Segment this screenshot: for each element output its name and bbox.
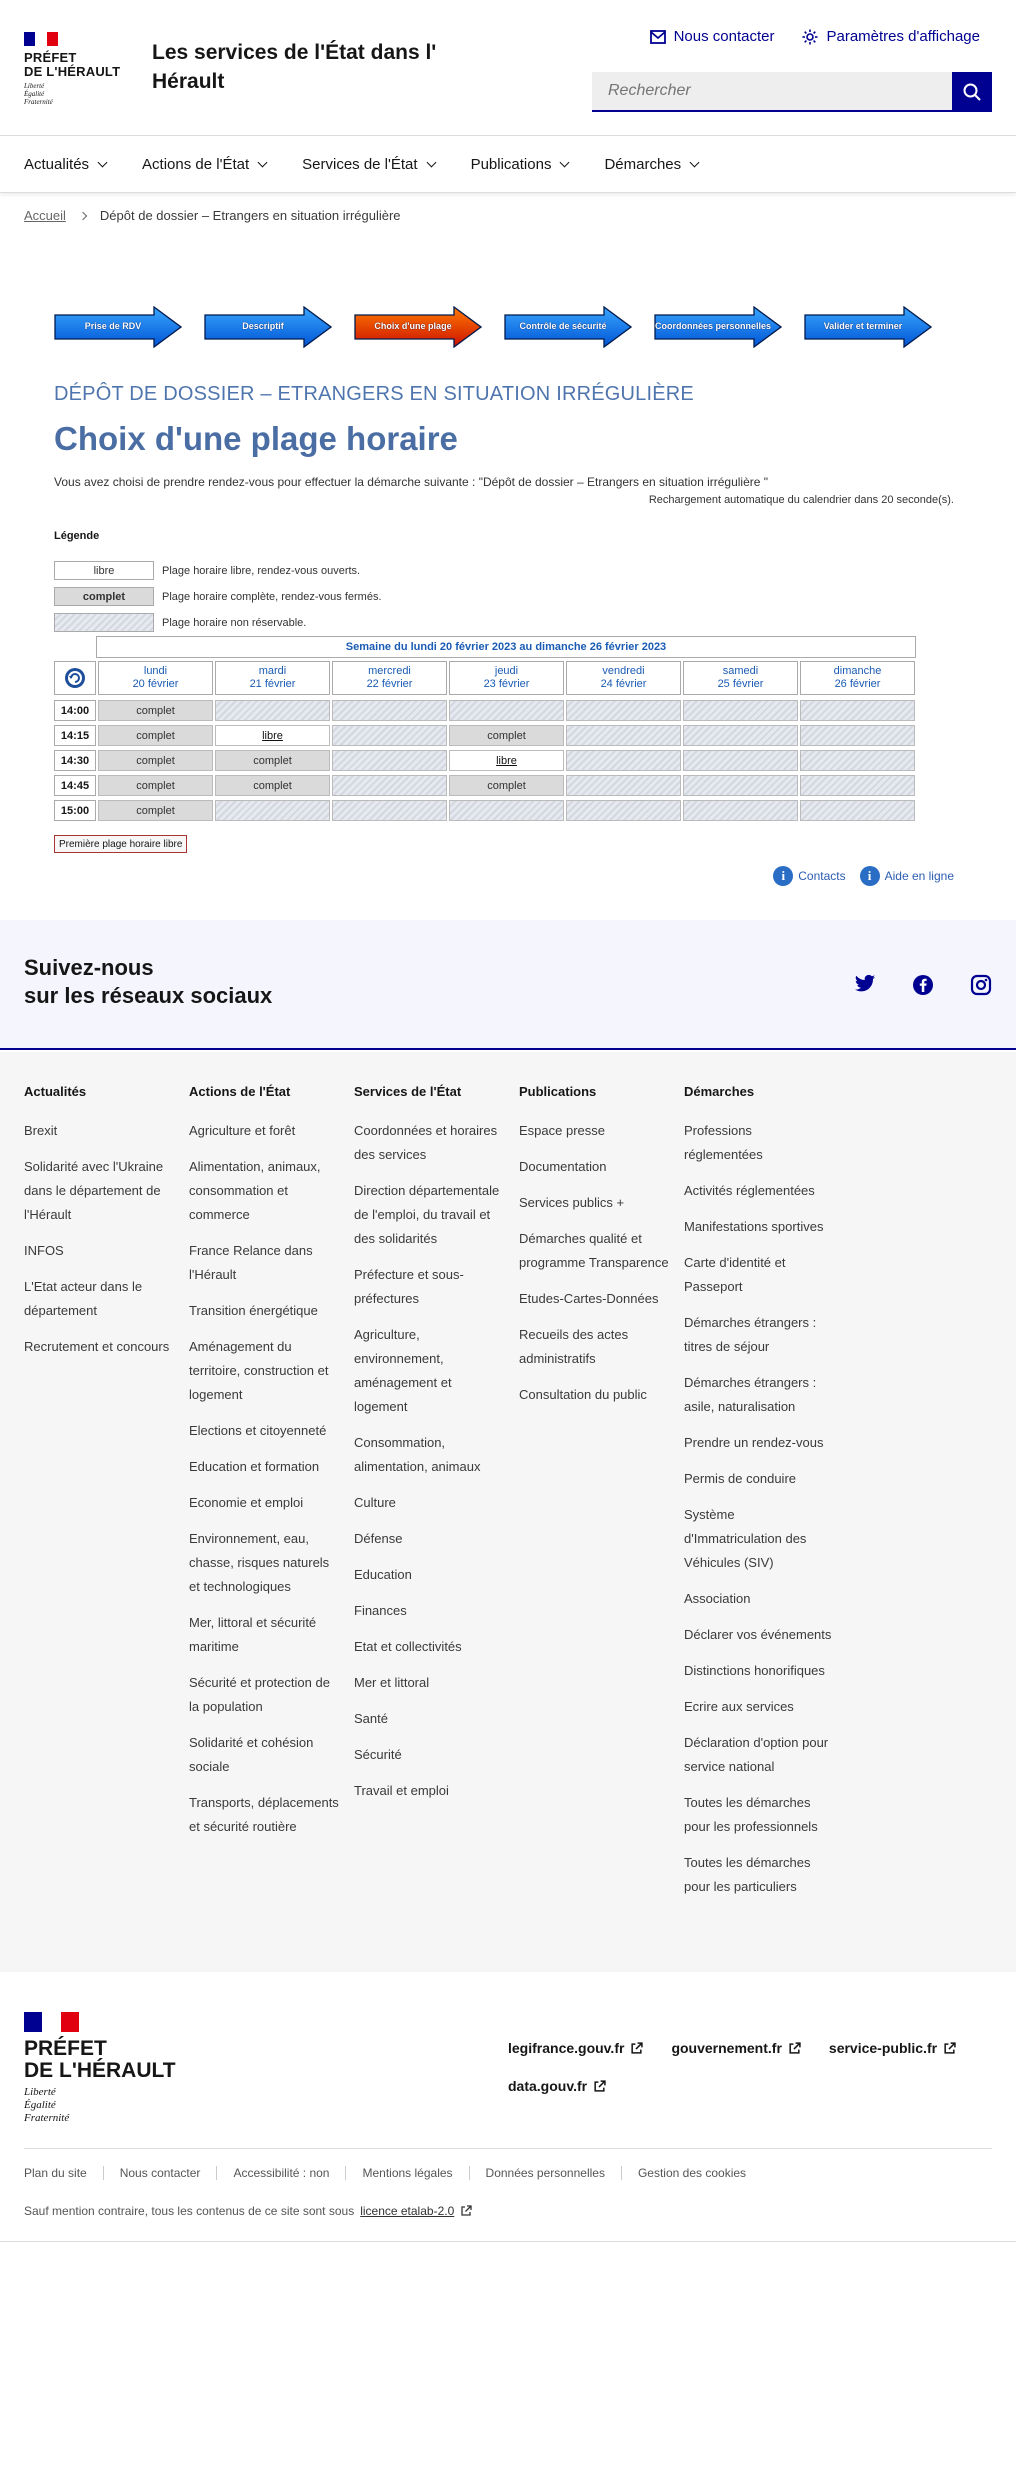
footer-link[interactable]: Déclarer vos événements: [684, 1627, 832, 1642]
legal-links: [24, 2166, 762, 2180]
chevron-right-icon: [79, 211, 87, 219]
footer-link[interactable]: Education et formation: [189, 1459, 320, 1474]
slot-cell-complet: complet: [449, 775, 564, 796]
week-header: Semaine du lundi 20 février 2023 au dimanche 26 février 2023: [96, 636, 916, 658]
slot-cell-unavailable: [800, 800, 915, 821]
site-header: [0, 0, 1016, 136]
slot-row-1445: [54, 775, 915, 796]
nav-actions-etat[interactable]: [142, 137, 266, 192]
slot-cell-complet: complet: [98, 750, 213, 771]
help-label: Aide en ligne: [884, 869, 954, 883]
slot-cell-unavailable: [683, 800, 798, 821]
nav-actualites[interactable]: [24, 137, 106, 192]
licence-text: Sauf mention contraire, tous les contenus de ce site sont sous: [24, 2204, 355, 2218]
legend-unavailable: [54, 613, 306, 632]
external-link-label: service-public.fr: [828, 2040, 938, 2056]
search-icon: [962, 82, 982, 102]
day-name: lundi: [143, 665, 168, 677]
footer-link[interactable]: Transition énergétique: [189, 1303, 318, 1318]
step-1[interactable]: [54, 306, 182, 346]
footer-link[interactable]: Carte d'identité et Passeport: [684, 1255, 786, 1294]
legal-link[interactable]: Données personnelles: [469, 2166, 621, 2180]
step-label: Descriptif: [242, 321, 284, 331]
footer-col-2: [189, 1084, 339, 1851]
contacts-label: Contacts: [798, 869, 846, 883]
footer-link[interactable]: Economie et emploi: [189, 1495, 304, 1510]
slot-cell-libre[interactable]: libre: [215, 725, 330, 746]
slot-cell-unavailable: [800, 725, 915, 746]
slot-time: 14:00: [54, 700, 96, 721]
slot-cell-unavailable: [332, 750, 447, 771]
day-header-dimanche: [800, 661, 915, 695]
legend-box-libre: libre: [54, 561, 154, 580]
search-bar: [592, 72, 992, 112]
social-title-line2: sur les réseaux sociaux: [24, 983, 273, 1008]
progress-steps: [54, 306, 934, 350]
day-header-vendredi: [566, 661, 681, 695]
search-button[interactable]: [952, 72, 992, 112]
external-link[interactable]: [508, 2040, 643, 2056]
legend-box-unavailable: [54, 613, 154, 632]
legend-box-complet: complet: [54, 587, 154, 606]
footer-link[interactable]: Distinctions honorifiques: [684, 1663, 825, 1678]
footer-link[interactable]: Coordonnées et horaires des services: [354, 1123, 498, 1162]
slot-cell-unavailable: [683, 750, 798, 771]
day-name: mardi: [258, 665, 287, 677]
search-input[interactable]: [592, 72, 952, 112]
footer-col-title: Publications: [519, 1084, 597, 1099]
footer-link[interactable]: Brexit: [24, 1123, 58, 1138]
footer-link[interactable]: Travail et emploi: [354, 1783, 449, 1798]
slot-time: 14:15: [54, 725, 96, 746]
footer-link[interactable]: Recueils des actes administratifs: [519, 1327, 629, 1366]
footer-link[interactable]: Professions réglementées: [684, 1123, 763, 1162]
facebook-icon[interactable]: [912, 974, 934, 996]
day-date: 23 février: [483, 678, 530, 690]
footer-link[interactable]: Espace presse: [519, 1123, 605, 1138]
footer-link[interactable]: Solidarité avec l'Ukraine dans le département de l'Hérault: [24, 1159, 164, 1222]
legal-link[interactable]: Nous contacter: [103, 2166, 217, 2180]
footer-link[interactable]: Recrutement et concours: [24, 1339, 170, 1354]
footer-link[interactable]: Consommation, alimentation, animaux: [354, 1435, 481, 1474]
footer-link[interactable]: Aménagement du territoire, construction et logement: [189, 1339, 329, 1402]
slot-cell-unavailable: [215, 700, 330, 721]
logo-line2: DE L'HÉRAULT: [24, 64, 121, 79]
bottom-footer: [0, 1972, 1016, 2242]
chevron-down-icon: [426, 158, 436, 168]
footer-link[interactable]: Démarches étrangers : asile, naturalisation: [684, 1375, 817, 1414]
slot-row-1430: [54, 750, 915, 771]
legend-complet: [54, 587, 382, 606]
slot-cell-unavailable: [683, 725, 798, 746]
slot-cell-unavailable: [332, 700, 447, 721]
nav-services-etat[interactable]: [302, 137, 434, 192]
site-title[interactable]: Les services de l'État dans l' Hérault: [152, 41, 437, 93]
licence-link[interactable]: licence etalab-2.0: [360, 2204, 455, 2218]
step-label: Coordonnées personnelles: [654, 321, 772, 331]
day-name: samedi: [722, 665, 759, 677]
logo-line1: PRÉFET: [24, 50, 77, 65]
page-title: Choix d'une plage horaire: [54, 420, 458, 457]
chevron-down-icon: [690, 158, 700, 168]
external-links: [508, 2040, 998, 2094]
motto-liberte: Liberté: [24, 82, 45, 90]
refresh-icon: [64, 667, 86, 689]
day-name: dimanche: [833, 665, 882, 677]
instagram-icon[interactable]: [970, 974, 992, 996]
slot-cell-unavailable: [215, 800, 330, 821]
footer-link[interactable]: Sécurité: [354, 1747, 402, 1762]
footer-link[interactable]: Déclaration d'option pour service national: [684, 1735, 829, 1774]
footer-link[interactable]: Agriculture, environnement, aménagement et logement: [354, 1327, 452, 1414]
mail-icon: [650, 30, 666, 44]
day-name: vendredi: [602, 665, 645, 677]
contact-link[interactable]: [650, 28, 775, 45]
slot-cell-unavailable: [566, 800, 681, 821]
legend-title: Légende: [54, 530, 100, 542]
legal-link[interactable]: Gestion des cookies: [621, 2166, 762, 2180]
footer-logo-line1: PRÉFET: [24, 2037, 107, 2060]
footer-col-5: [684, 1084, 834, 1911]
twitter-icon[interactable]: [854, 974, 876, 994]
footer-link[interactable]: Transports, déplacements et sécurité routière: [189, 1795, 339, 1834]
day-header-mardi: [215, 661, 330, 695]
footer-logo-line2: DE L'HÉRAULT: [24, 2059, 176, 2082]
day-name: jeudi: [494, 665, 519, 677]
slot-cell-unavailable: [566, 750, 681, 771]
footer-link[interactable]: France Relance dans l'Hérault: [189, 1243, 313, 1282]
step-2[interactable]: [204, 306, 332, 346]
day-date: 24 février: [600, 678, 647, 690]
nav-label: Services de l'État: [302, 156, 418, 173]
footer-col-3: [354, 1084, 504, 1815]
day-header-lundi: [98, 661, 213, 695]
step-4[interactable]: [504, 306, 632, 346]
legend-desc: Plage horaire libre, rendez-vous ouverts.: [162, 564, 361, 577]
chevron-down-icon: [98, 158, 108, 168]
slot-cell-complet: complet: [98, 700, 213, 721]
footer-link[interactable]: Mer et littoral: [354, 1675, 430, 1690]
legend-desc: Plage horaire complète, rendez-vous fermés.: [162, 590, 382, 603]
step-label: Valider et terminer: [823, 321, 903, 331]
slot-cell-libre[interactable]: libre: [449, 750, 564, 771]
step-label: Prise de RDV: [84, 321, 142, 331]
footer-link[interactable]: Elections et citoyenneté: [189, 1423, 327, 1438]
display-label: Paramètres d'affichage: [826, 28, 980, 45]
social-title-line1: Suivez-nous: [24, 955, 154, 980]
footer-link[interactable]: Etat et collectivités: [354, 1639, 462, 1654]
day-date: 21 février: [249, 678, 296, 690]
footer-link[interactable]: Manifestations sportives: [684, 1219, 824, 1234]
flag-icon: [24, 32, 58, 46]
footer-link[interactable]: Démarches qualité et programme Transparence: [519, 1231, 669, 1270]
footer-col-title: Démarches: [684, 1084, 755, 1099]
day-header-jeudi: [449, 661, 564, 695]
footer-col-4: [519, 1084, 669, 1419]
social-section: [0, 920, 1016, 1050]
slot-cell-complet: complet: [449, 725, 564, 746]
online-help-link[interactable]: [860, 866, 954, 886]
external-link[interactable]: [829, 2040, 956, 2056]
step-6[interactable]: [804, 306, 932, 346]
slot-cell-complet: complet: [215, 750, 330, 771]
footer-col-title: Services de l'État: [354, 1084, 462, 1099]
slot-time: 15:00: [54, 800, 96, 821]
footer-link[interactable]: Culture: [354, 1495, 396, 1510]
info-icon: i: [860, 866, 880, 886]
day-date: 22 février: [366, 678, 413, 690]
breadcrumb: [24, 208, 401, 223]
slot-cell-complet: complet: [98, 800, 213, 821]
motto-egalite: Égalité: [24, 2099, 56, 2111]
nav-label: Démarches: [604, 156, 682, 173]
info-icon: i: [773, 866, 793, 886]
slot-cell-unavailable: [566, 775, 681, 796]
external-link-icon: [788, 2042, 801, 2055]
footer-link[interactable]: Etudes-Cartes-Données: [519, 1291, 659, 1306]
slot-cell-unavailable: [332, 725, 447, 746]
contacts-link[interactable]: [773, 866, 845, 886]
footer-link[interactable]: Défense: [354, 1531, 403, 1546]
nav-label: Publications: [470, 156, 552, 173]
footer-link[interactable]: Solidarité et cohésion sociale: [189, 1735, 314, 1774]
external-link-icon: [593, 2080, 606, 2093]
footer-link[interactable]: Association: [684, 1591, 751, 1606]
footer-link[interactable]: Consultation du public: [519, 1387, 647, 1402]
external-link[interactable]: [671, 2040, 800, 2056]
slot-cell-unavailable: [683, 775, 798, 796]
day-date: 25 février: [717, 678, 764, 690]
contact-label: Nous contacter: [673, 28, 775, 45]
day-header-mercredi: [332, 661, 447, 695]
intro-text: Vous avez choisi de prendre rendez-vous pour effectuer la démarche suivante : "Dépôt de dossier – Etrangers en situation irrégulière ": [54, 475, 769, 489]
motto-fraternite: Fraternité: [24, 2112, 70, 2124]
slot-row-1400: [54, 700, 915, 721]
footer-divider: [24, 2148, 992, 2149]
sun-icon: [802, 29, 818, 45]
footer-link[interactable]: Toutes les démarches pour les particuliers: [684, 1855, 811, 1894]
slot-time: 14:30: [54, 750, 96, 771]
external-link-icon: [943, 2042, 956, 2055]
nav-label: Actions de l'État: [142, 156, 250, 173]
footer-link[interactable]: L'Etat acteur dans le département: [24, 1279, 143, 1318]
footer-link[interactable]: Documentation: [519, 1159, 607, 1174]
slot-cell-complet: complet: [98, 725, 213, 746]
reload-notice: Rechargement automatique du calendrier dans 20 seconde(s).: [648, 494, 954, 506]
legend-libre: [54, 561, 360, 580]
footer-link[interactable]: Finances: [354, 1603, 407, 1618]
slot-cell-unavailable: [332, 800, 447, 821]
external-link-label: data.gouv.fr: [508, 2078, 588, 2094]
footer-link[interactable]: Services publics +: [519, 1195, 625, 1210]
motto-fraternite: Fraternité: [24, 98, 53, 106]
motto-egalite: Égalité: [24, 90, 45, 98]
footer-link[interactable]: Alimentation, animaux, consommation et commerce: [189, 1159, 321, 1222]
nav-publications[interactable]: [471, 137, 569, 192]
legend-desc: Plage horaire non réservable.: [162, 616, 307, 629]
chevron-down-icon: [258, 158, 268, 168]
footer-link[interactable]: Toutes les démarches pour les professionnels: [684, 1795, 818, 1834]
slot-row-1415: [54, 725, 915, 746]
footer-col-1: [24, 1084, 174, 1371]
display-settings-link[interactable]: [802, 28, 980, 45]
chevron-down-icon: [560, 158, 570, 168]
step-label: Choix d'une plage: [374, 321, 452, 331]
legal-link[interactable]: Plan du site: [24, 2166, 87, 2180]
footer-link[interactable]: Mer, littoral et sécurité maritime: [189, 1615, 317, 1654]
licence-notice: [24, 2204, 472, 2218]
external-link-icon: [630, 2042, 643, 2055]
footer-col-title: Actualités: [24, 1084, 87, 1099]
slot-cell-unavailable: [566, 700, 681, 721]
slot-cell-unavailable: [449, 800, 564, 821]
footer-col-title: Actions de l'État: [189, 1084, 291, 1099]
external-link[interactable]: [508, 2078, 606, 2094]
footer-link[interactable]: Système d'Immatriculation des Véhicules (SIV): [684, 1507, 807, 1570]
footer-link[interactable]: Permis de conduire: [684, 1471, 796, 1486]
breadcrumb-home[interactable]: Accueil: [24, 208, 66, 223]
footer-link[interactable]: Activités réglementées: [684, 1183, 815, 1198]
footer-link[interactable]: INFOS: [24, 1243, 64, 1258]
footer-link[interactable]: Ecrire aux services: [684, 1699, 794, 1714]
day-header-samedi: [683, 661, 798, 695]
slot-time: 14:45: [54, 775, 96, 796]
footer-link[interactable]: Sécurité et protection de la population: [189, 1675, 330, 1714]
nav-label: Actualités: [24, 156, 90, 173]
flag-icon: [24, 2012, 79, 2032]
footer-link[interactable]: Démarches étrangers : titres de séjour: [684, 1315, 817, 1354]
nav-demarches[interactable]: [604, 137, 698, 192]
day-header-row: [54, 661, 915, 695]
slot-cell-unavailable: [449, 700, 564, 721]
footer-link[interactable]: Préfecture et sous-préfectures: [354, 1267, 464, 1306]
footer-logo[interactable]: [24, 2012, 176, 2125]
page-kicker: DÉPÔT DE DOSSIER – ETRANGERS EN SITUATION IRRÉGULIÈRE: [54, 383, 694, 405]
slot-cell-unavailable: [800, 775, 915, 796]
footer-links: [0, 1052, 1016, 1972]
footer-link[interactable]: Education: [354, 1567, 412, 1582]
prefet-logo[interactable]: [24, 32, 120, 106]
step-3[interactable]: [354, 306, 482, 346]
slot-cell-unavailable: [800, 700, 915, 721]
day-date: 20 février: [132, 678, 179, 690]
first-free-slot-button[interactable]: Première plage horaire libre: [54, 835, 187, 853]
footer-link[interactable]: Direction départementale de l'emploi, du travail et des solidarités: [354, 1183, 500, 1246]
day-name: mercredi: [368, 665, 411, 677]
external-link-label: legifrance.gouv.fr: [508, 2040, 625, 2056]
external-link-label: gouvernement.fr: [671, 2040, 782, 2056]
day-date: 26 février: [834, 678, 881, 690]
breadcrumb-current: Dépôt de dossier – Etrangers en situation irrégulière: [99, 208, 401, 223]
footer-link[interactable]: Prendre un rendez-vous: [684, 1435, 824, 1450]
slot-cell-unavailable: [800, 750, 915, 771]
slot-cell-unavailable: [683, 700, 798, 721]
footer-link[interactable]: Agriculture et forêt: [189, 1123, 296, 1138]
slot-cell-complet: complet: [98, 775, 213, 796]
slot-cell-complet: complet: [215, 775, 330, 796]
footer-link[interactable]: Environnement, eau, chasse, risques naturels et technologiques: [189, 1531, 330, 1594]
legal-link[interactable]: Accessibilité : non: [216, 2166, 345, 2180]
slot-cell-unavailable: [332, 775, 447, 796]
refresh-calendar-button[interactable]: [54, 661, 96, 695]
slot-row-1500: [54, 800, 915, 821]
footer-link[interactable]: Santé: [354, 1711, 388, 1726]
main-nav: [0, 137, 1016, 193]
legal-link[interactable]: Mentions légales: [345, 2166, 468, 2180]
external-link-icon: [460, 2205, 472, 2217]
step-5[interactable]: [654, 306, 782, 346]
slot-cell-unavailable: [566, 725, 681, 746]
step-label: Contrôle de sécurité: [519, 321, 607, 331]
motto-liberte: Liberté: [24, 2086, 56, 2098]
